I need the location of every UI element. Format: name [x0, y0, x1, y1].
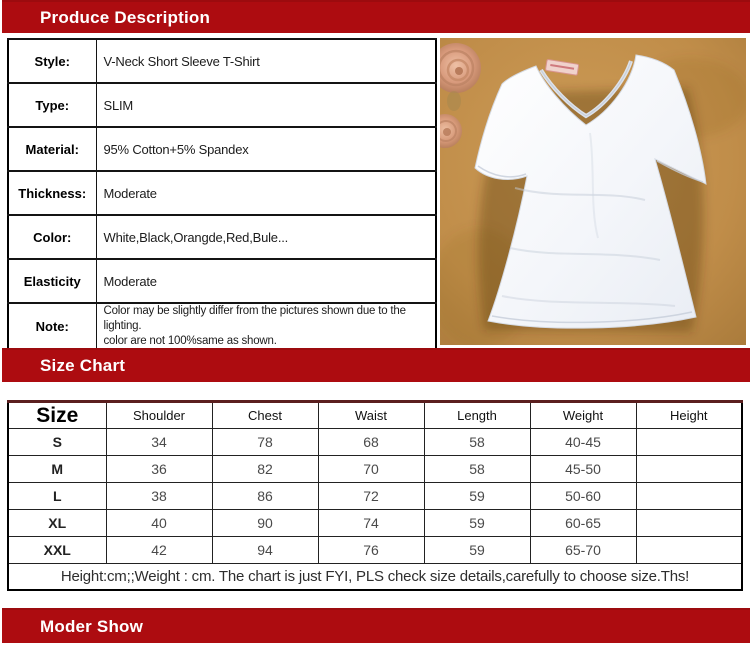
description-label: Thickness:	[8, 171, 96, 215]
size-cell: 86	[212, 483, 318, 510]
description-value: Moderate	[96, 259, 436, 303]
size-cell: 59	[424, 483, 530, 510]
size-label: M	[8, 456, 106, 483]
description-note	[96, 303, 436, 350]
size-cell: 59	[424, 510, 530, 537]
description-row	[8, 215, 436, 259]
size-chart-column-header: Waist	[318, 402, 424, 429]
size-cell: 78	[212, 429, 318, 456]
size-chart-banner-title: Size Chart	[40, 356, 126, 375]
size-chart-banner	[2, 348, 750, 382]
note-line-2: color are not 100%same as shown.	[103, 335, 277, 347]
size-chart-column-header: Weight	[530, 402, 636, 429]
size-chart-column-header: Chest	[212, 402, 318, 429]
size-cell: 90	[212, 510, 318, 537]
size-cell: 40-45	[530, 429, 636, 456]
size-cell: 50-60	[530, 483, 636, 510]
size-label: S	[8, 429, 106, 456]
description-row	[8, 303, 436, 350]
size-cell	[636, 537, 742, 564]
description-value: SLIM	[96, 83, 436, 127]
size-chart-row	[8, 483, 742, 510]
product-description-table	[7, 38, 437, 351]
size-cell: 94	[212, 537, 318, 564]
size-chart-column-header: Height	[636, 402, 742, 429]
size-cell: 58	[424, 456, 530, 483]
size-chart-column-header: Length	[424, 402, 530, 429]
produce-description-banner	[2, 0, 750, 33]
product-photo	[440, 38, 746, 345]
size-chart-row	[8, 429, 742, 456]
size-cell: 34	[106, 429, 212, 456]
description-label: Type:	[8, 83, 96, 127]
size-cell: 59	[424, 537, 530, 564]
description-label: Material:	[8, 127, 96, 171]
size-cell: 58	[424, 429, 530, 456]
size-chart-table	[7, 400, 743, 591]
description-row	[8, 171, 436, 215]
size-cell: 74	[318, 510, 424, 537]
description-label: Color:	[8, 215, 96, 259]
description-value: White,Black,Orangde,Red,Bule...	[96, 215, 436, 259]
moder-show-banner	[2, 608, 750, 643]
size-cell	[636, 429, 742, 456]
description-value: Moderate	[96, 171, 436, 215]
size-cell: 65-70	[530, 537, 636, 564]
size-cell: 45-50	[530, 456, 636, 483]
size-chart-footnote-row	[8, 564, 742, 590]
description-row	[8, 127, 436, 171]
description-row	[8, 39, 436, 83]
size-chart-column-header: Shoulder	[106, 402, 212, 429]
description-label: Elasticity	[8, 259, 96, 303]
size-cell: 36	[106, 456, 212, 483]
size-cell: 60-65	[530, 510, 636, 537]
size-cell	[636, 483, 742, 510]
moder-show-banner-title: Moder Show	[40, 616, 144, 636]
produce-description-banner-title: Produce Description	[40, 7, 211, 27]
size-chart-header-row	[8, 402, 742, 429]
size-label: L	[8, 483, 106, 510]
size-label: XXL	[8, 537, 106, 564]
size-cell: 38	[106, 483, 212, 510]
size-chart-column-header: Size	[8, 402, 106, 429]
description-label: Style:	[8, 39, 96, 83]
size-cell: 70	[318, 456, 424, 483]
size-cell	[636, 456, 742, 483]
size-cell: 42	[106, 537, 212, 564]
description-row	[8, 83, 436, 127]
size-chart-row	[8, 537, 742, 564]
description-row	[8, 259, 436, 303]
size-cell: 40	[106, 510, 212, 537]
size-cell: 72	[318, 483, 424, 510]
size-cell: 68	[318, 429, 424, 456]
size-label: XL	[8, 510, 106, 537]
size-cell: 82	[212, 456, 318, 483]
description-label: Note:	[8, 303, 96, 350]
size-cell: 76	[318, 537, 424, 564]
size-chart-footnote: Height:cm;;Weight : cm. The chart is just FYI, PLS check size details,carefully to choose size.Ths!	[8, 564, 742, 590]
size-cell	[636, 510, 742, 537]
tshirt-photo-graphic	[440, 38, 746, 345]
size-chart-row	[8, 456, 742, 483]
note-line-1: Color may be slightly differ from the pictures shown due to the lighting.	[103, 305, 406, 332]
description-value: V-Neck Short Sleeve T-Shirt	[96, 39, 436, 83]
size-chart-row	[8, 510, 742, 537]
description-value: 95% Cotton+5% Spandex	[96, 127, 436, 171]
